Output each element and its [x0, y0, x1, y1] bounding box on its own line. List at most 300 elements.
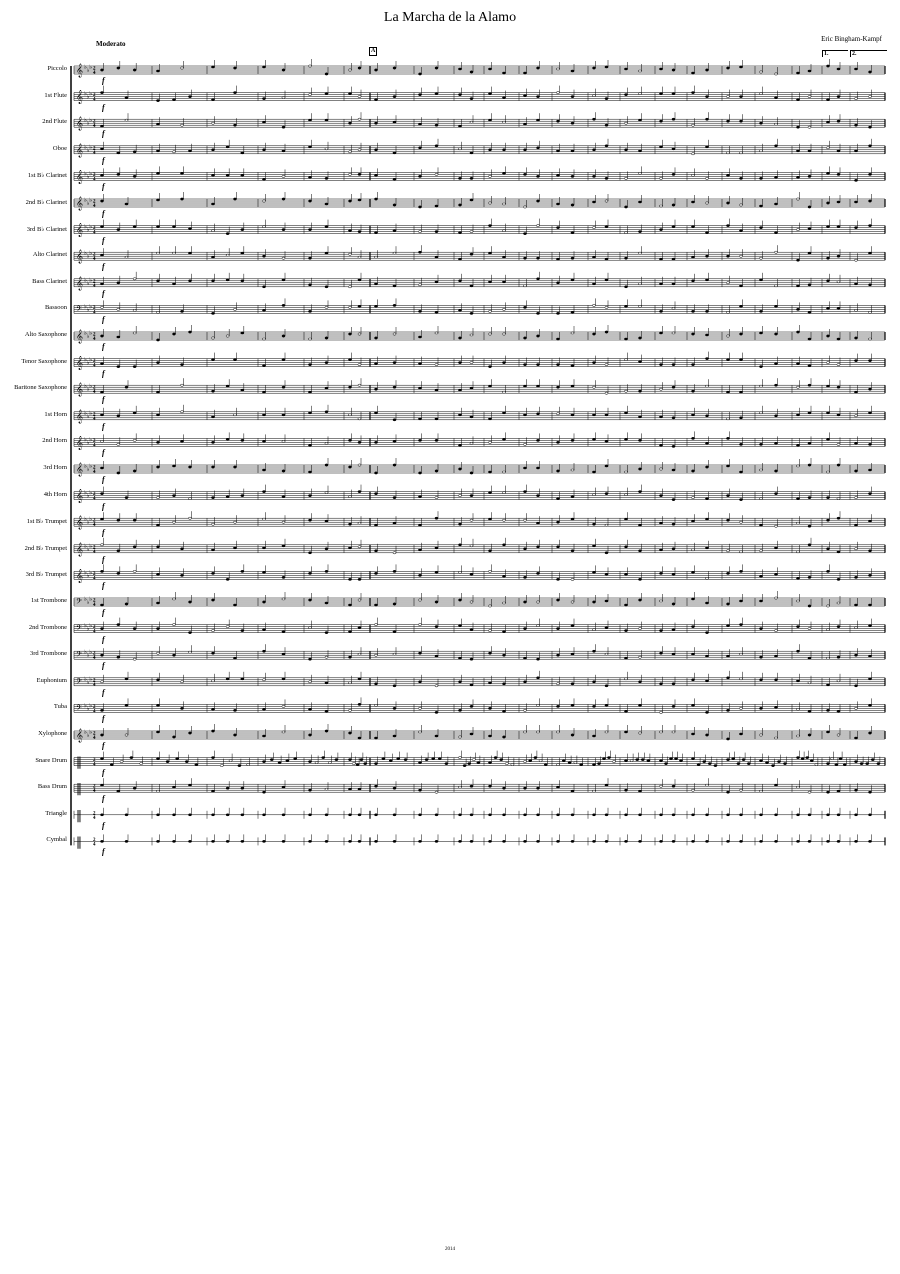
time-signature-bottom: 4: [93, 815, 96, 821]
note-head: [759, 840, 762, 842]
note-head: [308, 471, 311, 473]
note-head: [808, 284, 811, 286]
note-head: [374, 840, 377, 842]
note-head: [796, 840, 799, 842]
note-head: [866, 763, 869, 765]
note-head: [233, 414, 236, 416]
note-head: [308, 119, 311, 121]
note-head: [435, 332, 438, 334]
note-head: [523, 814, 526, 816]
time-signature-top: 2: [93, 704, 96, 710]
note-head: [826, 438, 829, 440]
note-head: [605, 392, 608, 394]
time-signature-top: 2: [93, 359, 96, 365]
note-head: [562, 760, 565, 762]
treble-clef-icon: 𝄞: [76, 488, 84, 503]
treble-clef-icon: 𝄞: [76, 462, 84, 476]
note-head: [445, 763, 448, 765]
note-head: [624, 471, 627, 473]
staff: [74, 697, 885, 714]
note-head: [826, 202, 829, 204]
note-head: [765, 762, 768, 764]
time-signature-top: 2: [93, 93, 96, 99]
note-head: [705, 146, 708, 148]
time-signature-bottom: 4: [93, 177, 96, 183]
instrument-label: 1st Horn: [44, 410, 67, 418]
note-head: [726, 655, 729, 657]
note-head: [868, 96, 871, 98]
note-head: [638, 201, 641, 203]
note-head: [868, 443, 871, 445]
flat-icon: ♭: [89, 384, 93, 391]
note-head: [241, 389, 244, 391]
note-head: [458, 681, 461, 683]
note-head: [571, 122, 574, 124]
note-head: [868, 469, 871, 471]
note-head: [404, 759, 407, 761]
note-head: [211, 572, 214, 574]
note-head: [703, 761, 706, 763]
note-head: [435, 571, 438, 573]
note-head: [233, 67, 236, 69]
time-signature-top: 2: [93, 465, 96, 471]
note-head: [308, 599, 311, 601]
note-head: [808, 840, 811, 842]
flat-icon: ♭: [86, 201, 90, 207]
note-head: [308, 840, 311, 842]
treble-clef-icon: 𝄞: [76, 728, 84, 742]
note-head: [837, 96, 840, 98]
note-head: [605, 493, 608, 495]
note-head: [488, 762, 491, 764]
note-head: [536, 335, 539, 337]
flat-icon: ♭: [84, 224, 87, 231]
note-head: [211, 390, 214, 392]
note-head: [262, 791, 265, 793]
dynamic-marking: f: [102, 608, 105, 617]
note-head: [868, 732, 871, 734]
staff: [74, 458, 885, 476]
note-head: [315, 762, 318, 764]
note-head: [523, 681, 526, 683]
note-head: [808, 442, 811, 444]
note-head: [348, 732, 351, 734]
note-head: [672, 258, 675, 260]
note-head: [358, 546, 361, 548]
note-head: [726, 174, 729, 176]
note-head: [262, 226, 265, 228]
note-head: [759, 385, 762, 387]
staff: [74, 591, 885, 608]
note-head: [759, 469, 762, 471]
note-head: [211, 680, 214, 682]
instrument-label: 2nd B♭ Trumpet: [24, 544, 67, 552]
note-head: [100, 709, 103, 711]
note-head: [282, 126, 285, 128]
flat-icon: ♭: [86, 68, 90, 74]
flat-icon: ♭: [84, 650, 87, 657]
note-head: [592, 304, 595, 306]
note-head: [691, 549, 694, 551]
time-signature-bottom: 4: [93, 709, 96, 715]
note-head: [117, 572, 120, 574]
note-head: [348, 496, 351, 498]
note-head: [308, 200, 311, 202]
note-head: [374, 388, 377, 390]
note-head: [358, 67, 361, 69]
note-head: [592, 256, 595, 258]
note-head: [796, 386, 799, 388]
time-signature-bottom: 4: [93, 230, 96, 236]
note-head: [539, 760, 542, 762]
note-head: [262, 414, 265, 416]
note-head: [435, 547, 438, 549]
note-head: [100, 226, 103, 228]
note-head: [672, 283, 675, 285]
note-head: [638, 578, 641, 580]
note-head: [638, 337, 641, 339]
note-head: [435, 840, 438, 842]
note-head: [117, 790, 120, 792]
note-head: [358, 703, 361, 705]
time-signature-bottom: 4: [93, 443, 96, 449]
note-head: [672, 785, 675, 787]
note-head: [739, 417, 742, 419]
note-head: [502, 492, 505, 494]
note-head: [470, 733, 473, 735]
note-head: [523, 443, 526, 445]
note-head: [796, 444, 799, 446]
note-head: [826, 99, 829, 101]
note-head: [612, 761, 615, 763]
note-head: [156, 573, 159, 575]
note-head: [262, 391, 265, 393]
note-head: [374, 412, 377, 414]
note-head: [140, 763, 143, 765]
note-head: [100, 628, 103, 630]
note-head: [624, 518, 627, 520]
note-head: [393, 440, 396, 442]
note-head: [624, 68, 627, 70]
note-head: [117, 308, 120, 310]
note-head: [796, 577, 799, 579]
note-head: [374, 624, 377, 626]
treble-clef-icon: 𝄞: [76, 89, 84, 104]
note-head: [117, 366, 120, 368]
note-head: [571, 704, 574, 706]
note-head: [759, 257, 762, 259]
note-head: [691, 92, 694, 94]
note-head: [308, 284, 311, 286]
note-head: [808, 814, 811, 816]
note-head: [691, 256, 694, 258]
note-head: [100, 681, 103, 683]
staff: [74, 405, 885, 423]
note-head: [726, 335, 729, 337]
note-head: [358, 149, 361, 151]
note-head: [691, 497, 694, 499]
note-head: [358, 653, 361, 655]
note-head: [282, 840, 285, 842]
note-head: [435, 205, 438, 207]
note-head: [226, 438, 229, 440]
note-head: [691, 280, 694, 282]
staff: [74, 272, 885, 290]
note-head: [536, 677, 539, 679]
note-head: [502, 72, 505, 74]
note-head: [226, 335, 229, 337]
note-head: [418, 814, 421, 816]
note-head: [624, 678, 627, 680]
note-head: [308, 65, 311, 67]
dynamic-marking: f: [102, 182, 105, 192]
note-head: [826, 412, 829, 414]
note-head: [837, 464, 840, 466]
note-head: [488, 149, 491, 151]
note-head: [536, 413, 539, 415]
note-head: [602, 758, 605, 760]
note-head: [435, 281, 438, 283]
note-head: [348, 631, 351, 633]
note-head: [322, 757, 325, 759]
note-head: [233, 657, 236, 659]
note-head: [282, 521, 285, 523]
note-head: [468, 763, 471, 765]
flat-icon: ♭: [89, 703, 93, 710]
note-head: [374, 683, 377, 685]
flat-icon: ♭: [89, 198, 93, 204]
note-head: [638, 150, 641, 152]
instrument-label: Tenor Saxophone: [21, 357, 67, 365]
note-head: [348, 333, 351, 335]
note-head: [624, 206, 627, 208]
note-head: [739, 443, 742, 445]
note-head: [470, 71, 473, 73]
note-head: [188, 651, 191, 653]
note-head: [100, 363, 103, 365]
note-head: [282, 470, 285, 472]
note-head: [854, 442, 857, 444]
note-head: [697, 764, 700, 766]
note-head: [176, 758, 179, 760]
note-head: [726, 738, 729, 740]
note-head: [188, 784, 191, 786]
note-head: [393, 814, 396, 816]
note-head: [188, 632, 191, 634]
note-head: [659, 388, 662, 390]
note-head: [418, 387, 421, 389]
note-head: [358, 678, 361, 680]
note-head: [418, 624, 421, 626]
note-head: [188, 498, 191, 500]
note-head: [502, 787, 505, 789]
note-head: [808, 228, 811, 230]
staff: [74, 112, 885, 130]
note-head: [808, 734, 811, 736]
note-head: [211, 441, 214, 443]
note-head: [837, 364, 840, 366]
note-head: [691, 390, 694, 392]
staff: [74, 219, 885, 237]
note-head: [241, 332, 244, 334]
note-head: [536, 572, 539, 574]
note-head: [796, 626, 799, 628]
flat-icon: ♭: [84, 251, 87, 258]
note-head: [241, 787, 244, 789]
note-head: [868, 338, 871, 340]
instrument-label: Xylophone: [38, 730, 67, 737]
note-head: [348, 359, 351, 361]
note-head: [739, 840, 742, 842]
note-head: [211, 337, 214, 339]
note-head: [325, 548, 328, 550]
note-head: [393, 653, 396, 655]
staff: [74, 325, 885, 343]
note-head: [458, 544, 461, 546]
time-signature-top: 2: [93, 492, 96, 498]
note-head: [759, 575, 762, 577]
note-head: [536, 704, 539, 706]
note-head: [705, 680, 708, 682]
note-head: [868, 360, 871, 362]
rehearsal-mark: A: [371, 48, 376, 54]
note-head: [759, 443, 762, 445]
time-signature-bottom: 4: [93, 603, 96, 608]
note-head: [739, 499, 742, 501]
note-head: [808, 464, 811, 466]
note-head: [536, 467, 539, 469]
note-head: [458, 148, 461, 150]
note-head: [638, 656, 641, 658]
treble-clef-icon: 𝄞: [76, 355, 84, 370]
note-head: [837, 517, 840, 519]
note-head: [348, 253, 351, 255]
note-head: [308, 391, 311, 393]
note-head: [458, 495, 461, 497]
note-head: [556, 282, 559, 284]
note-head: [374, 654, 377, 656]
note-head: [592, 227, 595, 229]
note-head: [605, 258, 608, 260]
note-head: [523, 257, 526, 259]
note-head: [262, 761, 265, 763]
note-head: [705, 279, 708, 281]
time-signature-top: 2: [93, 146, 96, 152]
flat-icon: ♭: [84, 384, 87, 391]
note-head: [739, 230, 742, 232]
note-head: [672, 731, 675, 733]
note-head: [393, 252, 396, 254]
dynamic-marking: f: [102, 155, 105, 165]
flat-icon: ♭: [84, 331, 87, 337]
note-head: [759, 279, 762, 281]
note-head: [774, 470, 777, 472]
note-head: [854, 707, 857, 709]
time-signature-top: 2: [93, 438, 96, 444]
note-head: [868, 791, 871, 793]
note-head: [597, 763, 600, 765]
note-head: [705, 96, 708, 98]
note-head: [505, 763, 508, 765]
note-head: [458, 736, 461, 738]
note-head: [705, 255, 708, 257]
note-head: [348, 547, 351, 549]
flat-icon: ♭: [86, 546, 90, 553]
note-head: [774, 363, 777, 365]
note-head: [536, 522, 539, 524]
note-head: [556, 413, 559, 415]
note-head: [502, 519, 505, 521]
note-head: [156, 731, 159, 733]
note-head: [458, 571, 461, 573]
note-head: [511, 764, 514, 766]
note-head: [233, 92, 236, 94]
time-signature-top: 2: [93, 837, 96, 843]
note-head: [278, 762, 281, 764]
note-head: [458, 523, 461, 525]
note-head: [837, 68, 840, 70]
note-head: [592, 201, 595, 203]
note-head: [282, 279, 285, 281]
note-head: [325, 119, 328, 121]
note-head: [759, 734, 762, 736]
note-head: [241, 840, 244, 842]
note-head: [630, 760, 633, 762]
note-head: [672, 814, 675, 816]
note-head: [624, 604, 627, 606]
note-head: [796, 735, 799, 737]
flat-icon: ♭: [86, 334, 90, 340]
note-head: [325, 730, 328, 732]
note-head: [435, 517, 438, 519]
flat-icon: ♭: [86, 493, 90, 500]
staff: [74, 618, 885, 635]
flat-icon: ♭: [86, 626, 90, 633]
note-head: [726, 120, 729, 122]
note-head: [226, 174, 229, 176]
note-head: [374, 363, 377, 365]
note-head: [726, 603, 729, 605]
note-head: [672, 840, 675, 842]
note-head: [325, 148, 328, 150]
note-head: [172, 736, 175, 738]
note-head: [774, 123, 777, 125]
flat-icon: ♭: [84, 410, 87, 417]
note-head: [308, 658, 311, 660]
note-head: [638, 599, 641, 601]
note-head: [556, 498, 559, 500]
note-head: [156, 311, 159, 313]
note-head: [854, 814, 857, 816]
note-head: [742, 759, 745, 761]
note-head: [233, 547, 236, 549]
note-head: [544, 764, 547, 766]
note-head: [156, 226, 159, 228]
note-head: [691, 201, 694, 203]
note-head: [308, 572, 311, 574]
note-head: [393, 735, 396, 737]
note-head: [435, 735, 438, 737]
note-head: [759, 310, 762, 312]
note-head: [458, 814, 461, 816]
note-head: [502, 814, 505, 816]
staff: [74, 511, 885, 529]
page-footer: 2014: [445, 1247, 455, 1252]
note-head: [739, 177, 742, 179]
note-head: [185, 761, 188, 763]
note-head: [425, 759, 428, 761]
note-head: [705, 118, 708, 120]
